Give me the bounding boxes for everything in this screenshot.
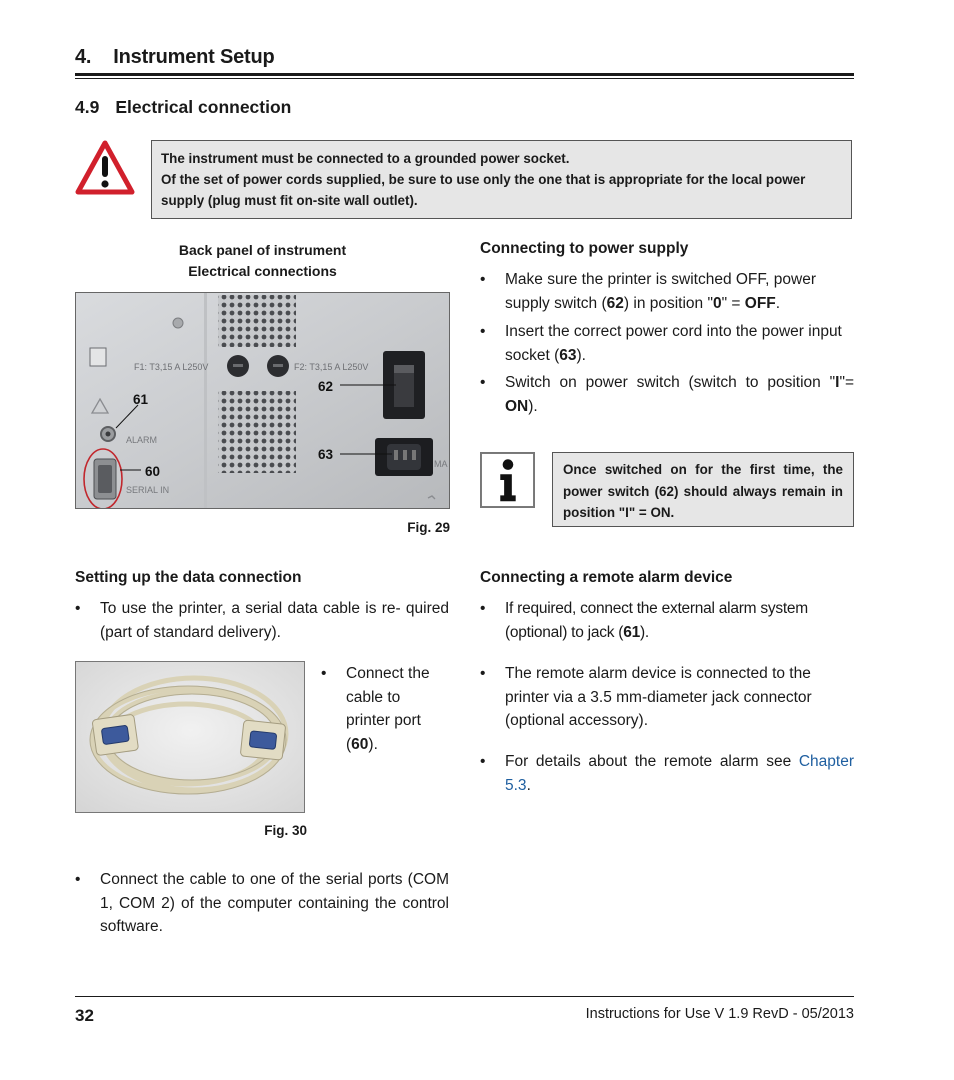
bullet-glyph: • (480, 753, 486, 770)
bullet-glyph: • (480, 665, 486, 682)
remote-alarm-heading: Connecting a remote alarm device (480, 569, 733, 586)
ref-63: 63 (559, 346, 577, 364)
list-item (75, 868, 450, 939)
back-panel-illustration (76, 293, 450, 509)
bullet-text: If required, connect the external alarm system (optional) to jack (61). (505, 600, 808, 641)
warning-line-2: Of the set of power cords supplied, be sure to use only the one that is appropriate for the local power supply (plug must fit on-site wall outlet). (161, 172, 806, 208)
list-item (321, 662, 451, 758)
list-item (480, 597, 854, 644)
info-box: Once switched on for the first time, the power switch (62) should always remain in position "I" = ON. (552, 452, 854, 527)
callout-62: 62 (318, 379, 334, 394)
warning-box (151, 140, 852, 219)
bullet-glyph: • (75, 871, 81, 888)
ma-label: MA (434, 459, 448, 469)
callout-63: 63 (318, 447, 334, 462)
figure-29-caption-line-2: Electrical connections (188, 263, 337, 279)
chapter-title (75, 46, 275, 69)
section-title (75, 97, 291, 118)
serial-cable-photo (75, 661, 305, 813)
callout-61: 61 (133, 392, 149, 407)
ref-61: 61 (623, 623, 640, 641)
figure-29-caption-line-1: Back panel of instrument (178, 242, 347, 258)
footer-rule (75, 996, 854, 997)
bullet-text: Insert the correct power cord into the power input socket (63). (505, 323, 842, 364)
section-title-text: Electrical connection (115, 97, 292, 117)
bullet-text: Make sure the printer is switched OFF, power supply switch (62) in position "0" = OFF. (505, 271, 816, 312)
serial-cable-illustration (76, 662, 305, 813)
figure-30-label: Fig. 30 (264, 823, 307, 838)
figure-29-caption (75, 240, 450, 282)
ref-62: 62 (606, 294, 624, 312)
bullet-glyph: • (480, 271, 486, 288)
chapter-rule (75, 73, 854, 76)
bullet-glyph: • (480, 374, 486, 391)
chapter-title-text: Instrument Setup (113, 46, 275, 68)
bullet-text: Connect the cable to printer port (60). (346, 665, 430, 753)
section-number: 4.9 (75, 97, 100, 117)
chapter-rule-thin (75, 78, 854, 79)
bullet-text: Connect the cable to one of the serial ports (COM 1, COM 2) of the computer containing the control software. (100, 871, 449, 935)
bullet-text: Switch on power switch (switch to position "I"= ON). (505, 374, 854, 415)
footer-doc-info: Instructions for Use V 1.9 RevD - 05/2013 (585, 1006, 854, 1022)
figure-29-label: Fig. 29 (407, 520, 450, 535)
bullet-glyph: • (480, 323, 486, 340)
bullet-text: To use the printer, a serial data cable is re- quired (part of standard delivery). (100, 600, 449, 641)
list-item (480, 662, 854, 733)
back-panel-photo (75, 292, 450, 509)
bullet-text: The remote alarm device is connected to the printer via a 3.5 mm-diameter jack connector (optional accessory). (505, 665, 812, 729)
warning-line-1: The instrument must be connected to a grounded power socket. (161, 151, 570, 166)
bullet-glyph: • (75, 600, 81, 617)
power-supply-heading: Connecting to power supply (480, 240, 689, 257)
alarm-label: ALARM (126, 435, 158, 445)
list-item (480, 371, 854, 418)
bullet-glyph: • (321, 665, 327, 682)
chapter-5-3-link[interactable]: Chapter 5.3 (505, 753, 854, 794)
callout-60: 60 (145, 464, 161, 479)
list-item (75, 597, 450, 644)
chapter-number: 4. (75, 46, 92, 68)
list-item (480, 320, 854, 367)
bullet-text: For details about the remote alarm see Chapter 5.3. (505, 753, 854, 794)
bullet-glyph: • (480, 600, 486, 617)
info-icon (480, 452, 535, 508)
fuse-2-text: F2: T3,15 A L250V (294, 362, 369, 372)
data-connection-heading: Setting up the data connection (75, 569, 302, 586)
list-item (480, 268, 854, 315)
list-item (480, 750, 854, 797)
warning-triangle-icon (75, 140, 135, 196)
page-number: 32 (75, 1006, 94, 1025)
ref-60: 60 (351, 735, 369, 753)
serial-in-label: SERIAL IN (126, 485, 170, 495)
fuse-1-text: F1: T3,15 A L250V (134, 362, 209, 372)
